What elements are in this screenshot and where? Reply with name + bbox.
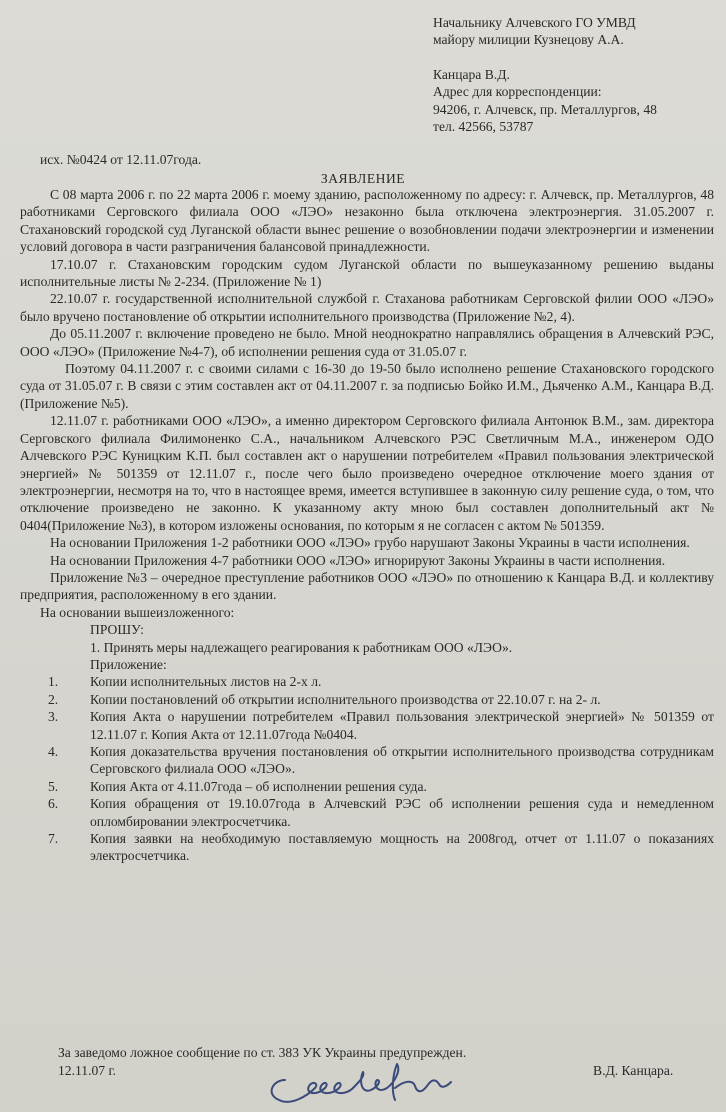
- list-item: 4. Копия доказательства вручения постановления об открытии исполнительного производства сотрудникам Серговского филиала ООО «ЛЭО».: [48, 744, 714, 777]
- request-title: ПРОШУ:: [90, 622, 144, 638]
- phone: тел. 42566, 53787: [433, 119, 534, 135]
- paragraph: До 05.11.2007 г. включение проведено не было. Мной неоднократно направлялись обращения в Алчевский РЭС, ООО «ЛЭО» (Приложение №4-7), об исполнении решения суда от 31.05.07 г.: [20, 326, 714, 359]
- sender-name: Канцара В.Д.: [433, 66, 510, 82]
- request-item: 1. Принять меры надлежащего реагирования к работникам ООО «ЛЭО».: [90, 639, 513, 655]
- paragraph: Приложение №3 – очередное преступление работников ООО «ЛЭО» по отношению к Канцара В.Д. и коллективу предприятия, расположенному в его здании.: [20, 569, 714, 603]
- paragraph: 17.10.07 г. Стахановским городским судом Луганской области по вышеуказанному решению выданы исполнительные листы № 2-234. (Приложение № 1): [20, 256, 714, 290]
- paragraph: Поэтому 04.11.2007 г. с своими силами с 16-30 до 19-50 было исполнено решение Стахановского городского суда от 31.05.07 г. В связи с этим составлен акт от 04.11.2007 г. за подписью Бойко И.М., Дьяченко А.М., Канцара В.Д. (Приложение №5).: [20, 361, 714, 411]
- outgoing-reference: исх. №0424 от 12.11.07года.: [40, 152, 202, 167]
- signer-name: В.Д. Канцара.: [593, 1063, 674, 1078]
- document-body: [20, 186, 714, 865]
- list-item: 6. Копия обращения от 19.10.07года в Алчевский РЭС об исполнении решения суда и немедленном опломбировании электросчетчика.: [48, 796, 714, 829]
- addressee-line-2: майору милиции Кузнецову А.А.: [433, 32, 624, 48]
- paragraph: 12.11.07 г. работниками ООО «ЛЭО», а именно директором Серговского филиала Антонюк В.М., зам. директора Серговского филиала Филимоненко С.А., начальником Алчевского РЭС Светличным М.А., инженером ОДО Алчевского РЭС Куницким К.П. был составлен акт о нарушении потребителем «Правил пользования электрической энергией» № 501359 от 12.11.07 г., после чего было произведено очередное отключение моего здания от электроэнергии, несмотря на то, что в настоящее время, имеется вступившее в законную силу решение суда, о том, что отключение произведено не законно. К указанному акту мною был составлен дополнительный акт № 0404(Приложение №3), в котором изложены основания, по которым я не согласен с актом № 501359.: [20, 413, 714, 533]
- false-report-warning: За заведомо ложное сообщение по ст. 383 УК Украины предупрежден.: [58, 1045, 467, 1060]
- address-label: Адрес для корреспонденции:: [433, 84, 602, 100]
- address: 94206, г. Алчевск, пр. Металлургов, 48: [433, 101, 657, 117]
- addressee-line-1: Начальнику Алчевского ГО УМВД: [433, 15, 636, 30]
- basis-line: На основании вышеизложенного:: [40, 604, 235, 620]
- list-item: 1. Копии исполнительных листов на 2-х л.: [48, 674, 322, 690]
- list-item: 5. Копия Акта от 4.11.07года – об исполнении решения суда.: [48, 778, 427, 794]
- handwritten-signature: [255, 1050, 485, 1112]
- paragraph: С 08 марта 2006 г. по 22 марта 2006 г. моему зданию, расположенному по адресу: г. Алчевск, пр. Металлургов, 48 работниками Серговского филиала ООО «ЛЭО» незаконно была отключена электроэнергия. 31.05.2007 г. Стахановский городской суд Луганской области вынес решение о возобновлении подачи электроэнергии и изменении условий договора в части разграничения балансовой принадлежности.: [20, 187, 714, 255]
- list-item: 2. Копии постановлений об открытии исполнительного производства от 22.10.07 г. на 2- л.: [48, 691, 601, 707]
- annex-title: Приложение:: [90, 656, 167, 672]
- document-date: 12.11.07 г.: [58, 1063, 116, 1078]
- document-title: ЗАЯВЛЕНИЕ: [320, 171, 406, 186]
- annex-list: [20, 673, 714, 864]
- addressee-block: [433, 14, 723, 135]
- paragraph: На основании Приложения 1-2 работники ООО «ЛЭО» грубо нарушают Законы Украины в части исполнения.: [50, 535, 690, 551]
- list-item: 3. Копия Акта о нарушении потребителем «Правил пользования электрической энергией» № 501359 от 12.11.07 г. Копия Акта от 12.11.07года №0404.: [48, 709, 714, 742]
- list-item: 7. Копия заявки на необходимую поставляемую мощность на 2008год, отчет от 1.11.07 о показаниях электросчетчика.: [48, 831, 714, 864]
- paragraph: На основании Приложения 4-7 работники ООО «ЛЭО» игнорируют Законы Украины в части исполнения.: [50, 552, 666, 568]
- paragraph: 22.10.07 г. государственной исполнительной службой г. Стаханова работникам Серговской филии ООО «ЛЭО» было вручено постановление об открытии исполнительного производства (Приложение №2, 4).: [20, 291, 714, 324]
